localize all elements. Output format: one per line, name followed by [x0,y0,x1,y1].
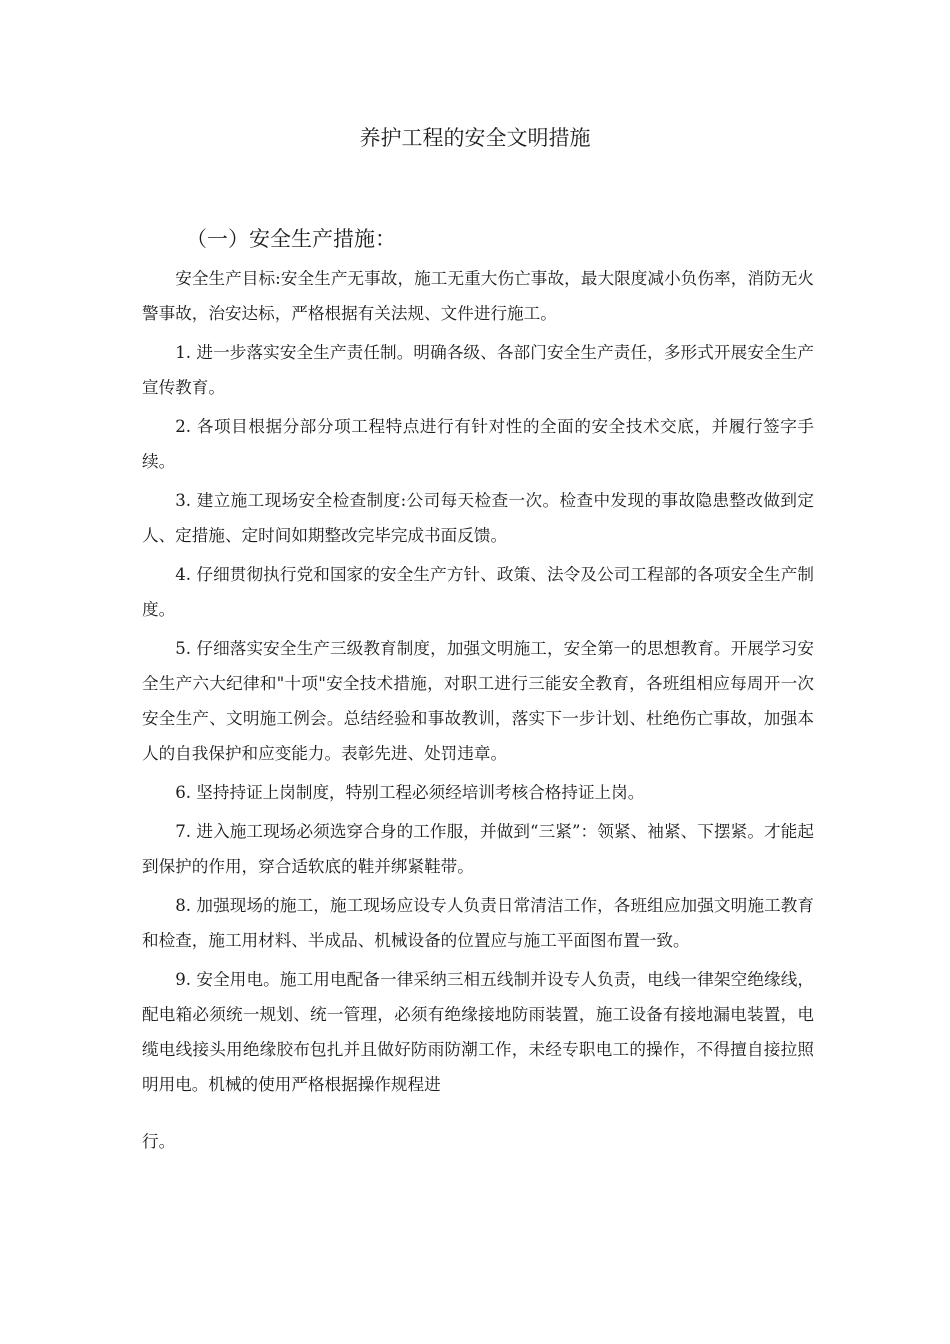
paragraph-item-3: 3. 建立施工现场安全检查制度:公司每天检查一次。检查中发现的事故隐患整改做到定人、定措施、定时间如期整改完毕完成书面反馈。 [142,491,814,545]
paragraph-safety-goal: 安全生产目标:安全生产无事故，施工无重大伤亡事故，最大限度减小负伤率，消防无火警事故，治安达标，严格根据有关法规、文件进行施工。 [142,269,814,323]
paragraph-item-8: 8. 加强现场的施工，施工现场应设专人负责日常清洁工作，各班组应加强文明施工教育和检查，施工用材料、半成品、机械设备的位置应与施工平面图布置一致。 [142,896,814,950]
document-body [142,261,814,1159]
paragraph-item-9: 9. 安全用电。施工用电配备一律采纳三相五线制并设专人负责，电线一律架空绝缘线，配电箱必须统一规划、统一管理，必须有绝缘接地防雨装置，施工设备有接地漏电装置，电缆电线接头用绝缘胶布包扎并且做好防雨防潮工作，未经专职电工的操作，不得擅自接拉照明用电。机械的使用严格根据操作规程进 [142,970,814,1094]
paragraph-item-5: 5. 仔细落实安全生产三级教育制度，加强文明施工，安全第一的思想教育。开展学习安全生产六大纪律和"十项"安全技术措施，对职工进行三能安全教育，各班组相应每周开一次安全生产、文明施工例会。总结经验和事故教训，落实下一步计划、杜绝伤亡事故，加强本人的自我保护和应变能力。表彰先进、处罚违章。 [142,639,814,763]
paragraph-item-2: 2. 各项目根据分部分项工程特点进行有针对性的全面的安全技术交底，并履行签字手续。 [142,417,814,471]
document-title: 养护工程的安全文明措施 [359,126,591,150]
paragraph-tail: 行。 [142,1132,176,1151]
paragraph-item-7: 7. 进入施工现场必须选穿合身的工作服，并做到“三紧”：领紧、袖紧、下摆紧。才能起到保护的作用，穿合适软底的鞋并绑紧鞋带。 [142,822,814,876]
paragraph-item-1: 1. 进一步落实安全生产责任制。明确各级、各部门安全生产责任，多形式开展安全生产宣传教育。 [142,343,814,397]
paragraph-item-6: 6. 坚持持证上岗制度，特别工程必须经培训考核合格持证上岗。 [175,783,645,802]
section-heading: （一）安全生产措施： [186,227,396,251]
paragraph-item-4: 4. 仔细贯彻执行党和国家的安全生产方针、政策、法令及公司工程部的各项安全生产制度。 [142,565,814,619]
